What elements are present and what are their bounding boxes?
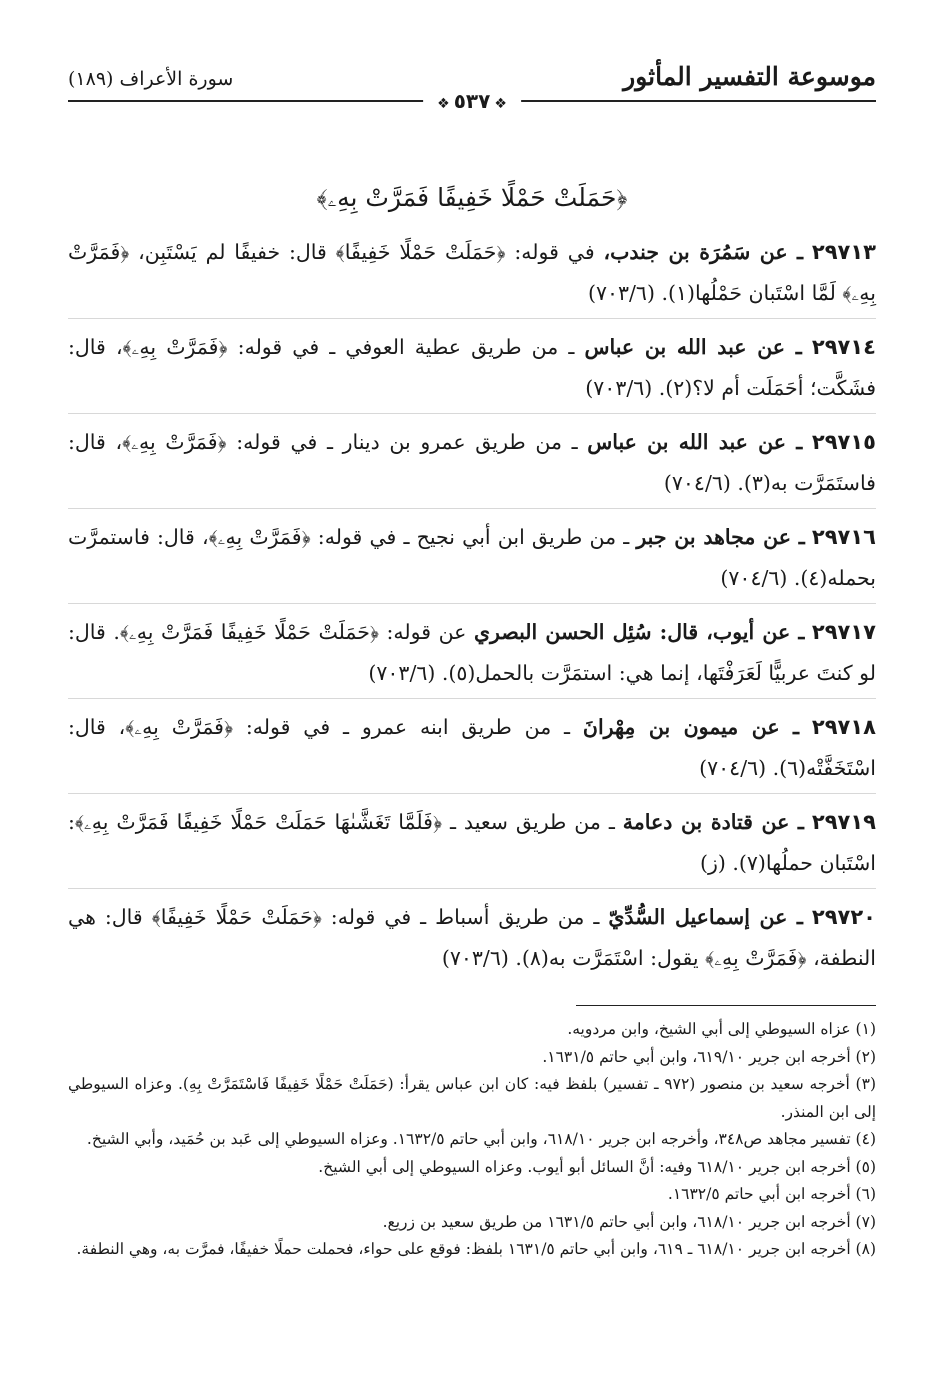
footnote: (٤) تفسير مجاهد ص٣٤٨، وأخرجه ابن جرير ٦١٨/١٠، وابن أبي حاتم ١٦٣٢/٥. وعزاه السيوطي إلى عَبد بن حُمَيد، وأبي الشيخ. [86, 1130, 876, 1148]
footnote: (٧) أخرجه ابن جرير ٦١٨/١٠، وابن أبي حاتم ١٦٣١/٥ من طريق سعيد بن زريع. [382, 1212, 876, 1231]
entry-number: ٢٩٧١٦ [811, 525, 876, 549]
verse-title: ﴿حَمَلَتْ حَمْلًا خَفِيفًا فَمَرَّتْ بِهِۦ﴾ [316, 183, 628, 212]
entry [68, 232, 876, 319]
entry-number: ٢٩٧١٣ [811, 240, 876, 264]
footnote: (٦) أخرجه ابن أبي حاتم ١٦٣٢/٥. [667, 1185, 876, 1203]
entry-text: ـ من طريق ابن أبي نجيح ـ في قوله: ﴿فَمَرَّتْ بِهِۦ﴾، قال: فاستمرَّت بحمله(٤). (٧٠٤/٦) [68, 525, 876, 590]
entry [68, 517, 876, 604]
ornament-icon: ❖ [494, 96, 507, 112]
entry [68, 422, 876, 509]
entry-text: ـ من طريق ابنه عمرو ـ في قوله: ﴿فَمَرَّتْ بِهِۦ﴾، قال: اسْتَخَفَّتْه(٦). (٧٠٤/٦) [68, 715, 876, 780]
entry-text: ـ من طريق أسباط ـ في قوله: ﴿حَمَلَتْ حَمْلًا خَفِيفًا﴾ قال: هي النطفة، ﴿فَمَرَّتْ بِهِۦ﴾ يقول: اسْتَمَرَّت به(٨). (٧٠٣/٦) [68, 905, 876, 970]
entry-number: ٢٩٧١٨ [811, 715, 876, 739]
entry-text: ـ من طريق سعيد ـ ﴿فَلَمَّا تَغَشَّىٰهَا حَمَلَتْ حَمْلًا خَفِيفًا فَمَرَّتْ بِهِۦ﴾: اسْتَبان حملُها(٧). (ز) [68, 810, 876, 875]
entries-list [68, 232, 876, 983]
footnote-separator [576, 1005, 876, 1006]
entry-intro: ـ عن عبد الله بن عباس [584, 335, 802, 359]
entry-number: ٢٩٧١٩ [811, 810, 876, 834]
entry-intro: ـ عن مجاهد بن جبر [636, 525, 805, 549]
entry-text: عن قوله: ﴿حَمَلَتْ حَمْلًا خَفِيفًا فَمَرَّتْ بِهِۦ﴾. قال: لو كنتَ عربيًّا لَعَرَفْتَها، إنما هي: استمَرَّت بالحمل(٥). (٧٠٣/٦) [68, 620, 876, 685]
entry-text: في قوله: ﴿حَمَلَتْ حَمْلًا خَفِيفًا﴾ قال: خفيفًا لم يَسْتَبِن، ﴿فَمَرَّتْ بِهِۦ﴾ لَمَّا اسْتَبان حَمْلُها(١). (٧٠٣/٦) [68, 240, 876, 305]
entry-text: ـ من طريق عمرو بن دينار ـ في قوله: ﴿فَمَرَّتْ بِهِۦ﴾، قال: فاستَمَرَّت به(٣). (٧٠٤/٦) [68, 430, 876, 495]
entry-number: ٢٩٧١٤ [811, 335, 876, 359]
ornament-icon: ❖ [437, 96, 450, 112]
entry-intro: ـ عن إسماعيل السُّدِّيّ [608, 905, 803, 929]
page-header [68, 60, 876, 113]
entry-text: ـ من طريق عطية العوفي ـ في قوله: ﴿فَمَرَّتْ بِهِۦ﴾، قال: فشَكَّت؛ أحَمَلَت أم لا؟(٢). (٧٠٣/٦) [68, 335, 876, 400]
page-number: ٥٣٧ [453, 89, 491, 113]
page [68, 60, 876, 1264]
entry-intro: ـ عن قتادة بن دعامة [622, 810, 804, 834]
entry [68, 707, 876, 794]
entry-number: ٢٩٧٢٠ [811, 905, 876, 929]
footnote: (٨) أخرجه ابن جرير ٦١٨/١٠ ـ ٦١٩، وابن أبي حاتم ١٦٣١/٥ بلفظ: فوقع على حواء، فحملت حملًا خفيفًا، فمرَّت به، وهي النطفة. [76, 1240, 876, 1258]
entry-intro: ـ عن أيوب، قال: سُئِل الحسن البصري [473, 620, 805, 644]
book-title: موسوعة التفسير المأثور [623, 62, 876, 91]
page-number-group [423, 89, 521, 113]
footnote: (٥) أخرجه ابن جرير ٦١٨/١٠ وفيه: أنَّ السائل أبو أيوب. وعزاه السيوطي إلى أبي الشيخ. [318, 1157, 876, 1176]
entry-intro: ـ عن سَمُرَة بن جندب، [603, 240, 804, 264]
entry [68, 612, 876, 699]
footnote: (٢) أخرجه ابن جرير ٦١٩/١٠، وابن أبي حاتم ١٦٣١/٥. [542, 1047, 876, 1066]
entry [68, 897, 876, 983]
entry [68, 802, 876, 889]
entry-number: ٢٩٧١٧ [811, 620, 876, 644]
footnote: (١) عزاه السيوطي إلى أبي الشيخ، وابن مردويه. [567, 1020, 876, 1038]
entry-intro: ـ عن ميمون بن مِهْرانَ [582, 715, 800, 739]
footnote: (٣) أخرجه سعيد بن منصور (٩٧٢ ـ تفسير) بلفظ فيه: كان ابن عباس يقرأ: (حَمَلَتْ حَمْلًا خَفِيفًا فَاسْتَمَرَّتْ بِهِ). وعزاه السيوطي إلى ابن المنذر. [68, 1075, 876, 1121]
entry-number: ٢٩٧١٥ [811, 430, 876, 454]
footnotes [68, 1016, 876, 1264]
entry-intro: ـ عن عبد الله بن عباس [587, 430, 803, 454]
entry [68, 327, 876, 414]
surah-title: سورة الأعراف (١٨٩) [68, 68, 234, 90]
